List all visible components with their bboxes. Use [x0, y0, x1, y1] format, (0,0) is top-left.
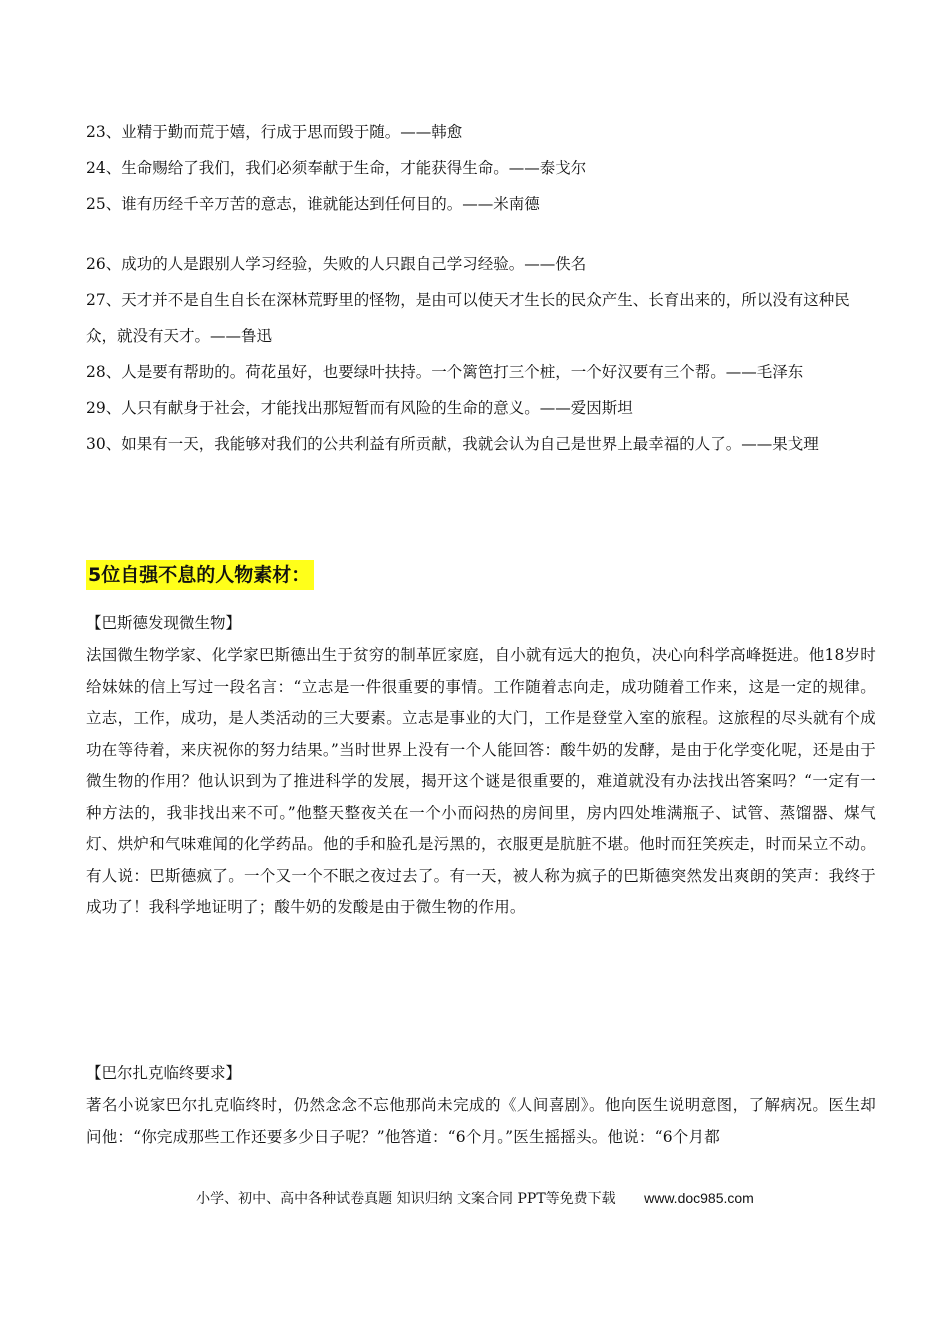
quote-item: 29、人只有献身于社会，才能找出那短暂而有风险的生命的意义。——爱因斯坦 [86, 399, 633, 417]
quote-item: 28、人是要有帮助的。荷花虽好，也要绿叶扶持。一个篱笆打三个桩，一个好汉要有三个帮。——毛泽东 [86, 363, 804, 381]
quote-list [86, 114, 872, 462]
story-block [86, 1058, 876, 1153]
story-block [86, 608, 876, 924]
story-title: 【巴斯德发现微生物】 [86, 614, 242, 632]
quote-item: 27、天才并不是自生自长在深林荒野里的怪物，是由可以使天才生长的民众产生、长育出来的，所以没有这种民众，就没有天才。——鲁迅 [86, 291, 850, 345]
story-body: 法国微生物学家、化学家巴斯德出生于贫穷的制革匠家庭，自小就有远大的抱负，决心向科学高峰挺进。他18岁时给妹妹的信上写过一段名言：“立志是一件很重要的事情。工作随着志向走，成功随着工作来，这是一定的规律。立志，工作，成功，是人类活动的三大要素。立志是事业的大门，工作是登堂入室的旅程。这旅程的尽头就有个成功在等待着，来庆祝你的努力结果。”当时世界上没有一个人能回答：酸牛奶的发酵，是由于化学变化呢，还是由于微生物的作用？他认识到为了推进科学的发展，揭开这个谜是很重要的，难道就没有办法找出答案吗？“一定有一种方法的，我非找出来不可。”他整天整夜关在一个小而闷热的房间里，房内四处堆满瓶子、试管、蒸馏器、煤气灯、烘炉和气味难闻的化学药品。他的手和脸孔是污黑的，衣服更是肮脏不堪。他时而狂笑疾走，时而呆立不动。有人说：巴斯德疯了。一个又一个不眠之夜过去了。有一天，被人称为疯子的巴斯德突然发出爽朗的笑声：我终于成功了！我科学地证明了；酸牛奶的发酸是由于微生物的作用。 [86, 646, 876, 916]
footer-text: 小学、初中、高中各种试卷真题 知识归纳 文案合同 PPT等免费下载 [196, 1191, 616, 1207]
story-title: 【巴尔扎克临终要求】 [86, 1064, 242, 1082]
story-body: 著名小说家巴尔扎克临终时，仍然念念不忘他那尚未完成的《人间喜剧》。他向医生说明意图，了解病况。医生却问他：“你完成那些工作还要多少日子呢？”他答道：“6个月。”医生摇摇头。他说：“6个月都 [86, 1096, 876, 1146]
quote-item: 30、如果有一天，我能够对我们的公共利益有所贡献，我就会认为自己是世界上最幸福的人了。——果戈理 [86, 435, 819, 453]
quote-item: 23、业精于勤而荒于嬉，行成于思而毁于随。——韩愈 [86, 123, 463, 141]
quote-item: 24、生命赐给了我们，我们必须奉献于生命，才能获得生命。——泰戈尔 [86, 159, 587, 177]
footer-link[interactable]: www.doc985.com [644, 1190, 754, 1206]
quote-item: 26、成功的人是跟别人学习经验，失败的人只跟自己学习经验。——佚名 [86, 255, 587, 273]
quote-item: 25、谁有历经千辛万苦的意志，谁就能达到任何目的。——米南德 [86, 195, 540, 213]
section-heading: 5位自强不息的人物素材： [86, 560, 314, 590]
page-footer [0, 1188, 950, 1208]
